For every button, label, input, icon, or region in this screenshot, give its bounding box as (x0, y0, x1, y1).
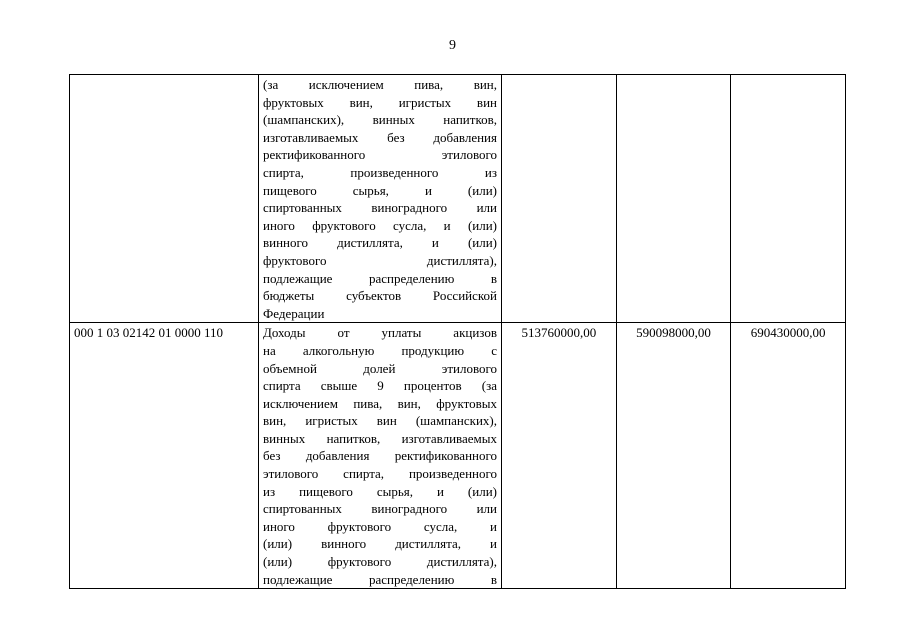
name-line: из пищевого сырья, и (или) (263, 483, 497, 499)
cell-sum-3: 690430000,00 (731, 323, 846, 589)
name-line: объемной долей этилового (263, 360, 497, 376)
cell-code: 000 1 03 02142 01 0000 110 (70, 323, 259, 589)
name-line: (за исключением пива, вин, (263, 77, 497, 92)
cell-sum-2 (616, 75, 731, 323)
cell-sum-1 (502, 75, 617, 323)
name-line: бюджеты субъектов Российской (263, 288, 497, 304)
name-line: спирта свыше 9 процентов (за (263, 378, 497, 394)
name-line: фруктовых вин, игристых вин (263, 94, 497, 110)
name-line: фруктового дистиллята), (263, 252, 497, 268)
name-line: ректификованного этилового (263, 147, 497, 163)
cell-sum-3 (731, 75, 846, 323)
name-line: иного фруктового сусла, и (263, 518, 497, 534)
page-number: 9 (449, 38, 456, 53)
cell-name (259, 75, 502, 323)
cell-name (259, 323, 502, 589)
name-line: изготавливаемых без добавления (263, 129, 497, 145)
name-line: спиртованных виноградного или (263, 501, 497, 517)
cell-sum-2: 590098000,00 (616, 323, 731, 589)
name-line: этилового спирта, произведенного (263, 466, 497, 482)
name-line: винных напитков, изготавливаемых (263, 430, 497, 446)
name-line: спирта, произведенного из (263, 164, 497, 180)
table-row (70, 323, 846, 589)
name-line: винного дистиллята, и (или) (263, 235, 497, 251)
name-line: (или) винного дистиллята, и (263, 536, 497, 552)
name-line: на алкогольную продукцию с (263, 342, 497, 358)
cell-sum-1: 513760000,00 (502, 323, 617, 589)
name-line: вин, игристых вин (шампанских), (263, 413, 497, 429)
name-line: иного фруктового сусла, и (или) (263, 217, 497, 233)
name-line: подлежащие распределению в (263, 571, 497, 587)
name-line: исключением пива, вин, фруктовых (263, 395, 497, 411)
name-line: Федерации (263, 305, 325, 321)
name-line: Доходы от уплаты акцизов (263, 325, 497, 341)
table-row (70, 75, 846, 323)
cell-code (70, 75, 259, 323)
name-line: без добавления ректификованного (263, 448, 497, 464)
name-line: (шампанских), винных напитков, (263, 112, 497, 128)
name-line: спиртованных виноградного или (263, 200, 497, 216)
name-line: пищевого сырья, и (или) (263, 182, 497, 198)
name-line: (или) фруктового дистиллята), (263, 554, 497, 570)
budget-revenue-table (69, 74, 846, 589)
name-line: подлежащие распределению в (263, 270, 497, 286)
